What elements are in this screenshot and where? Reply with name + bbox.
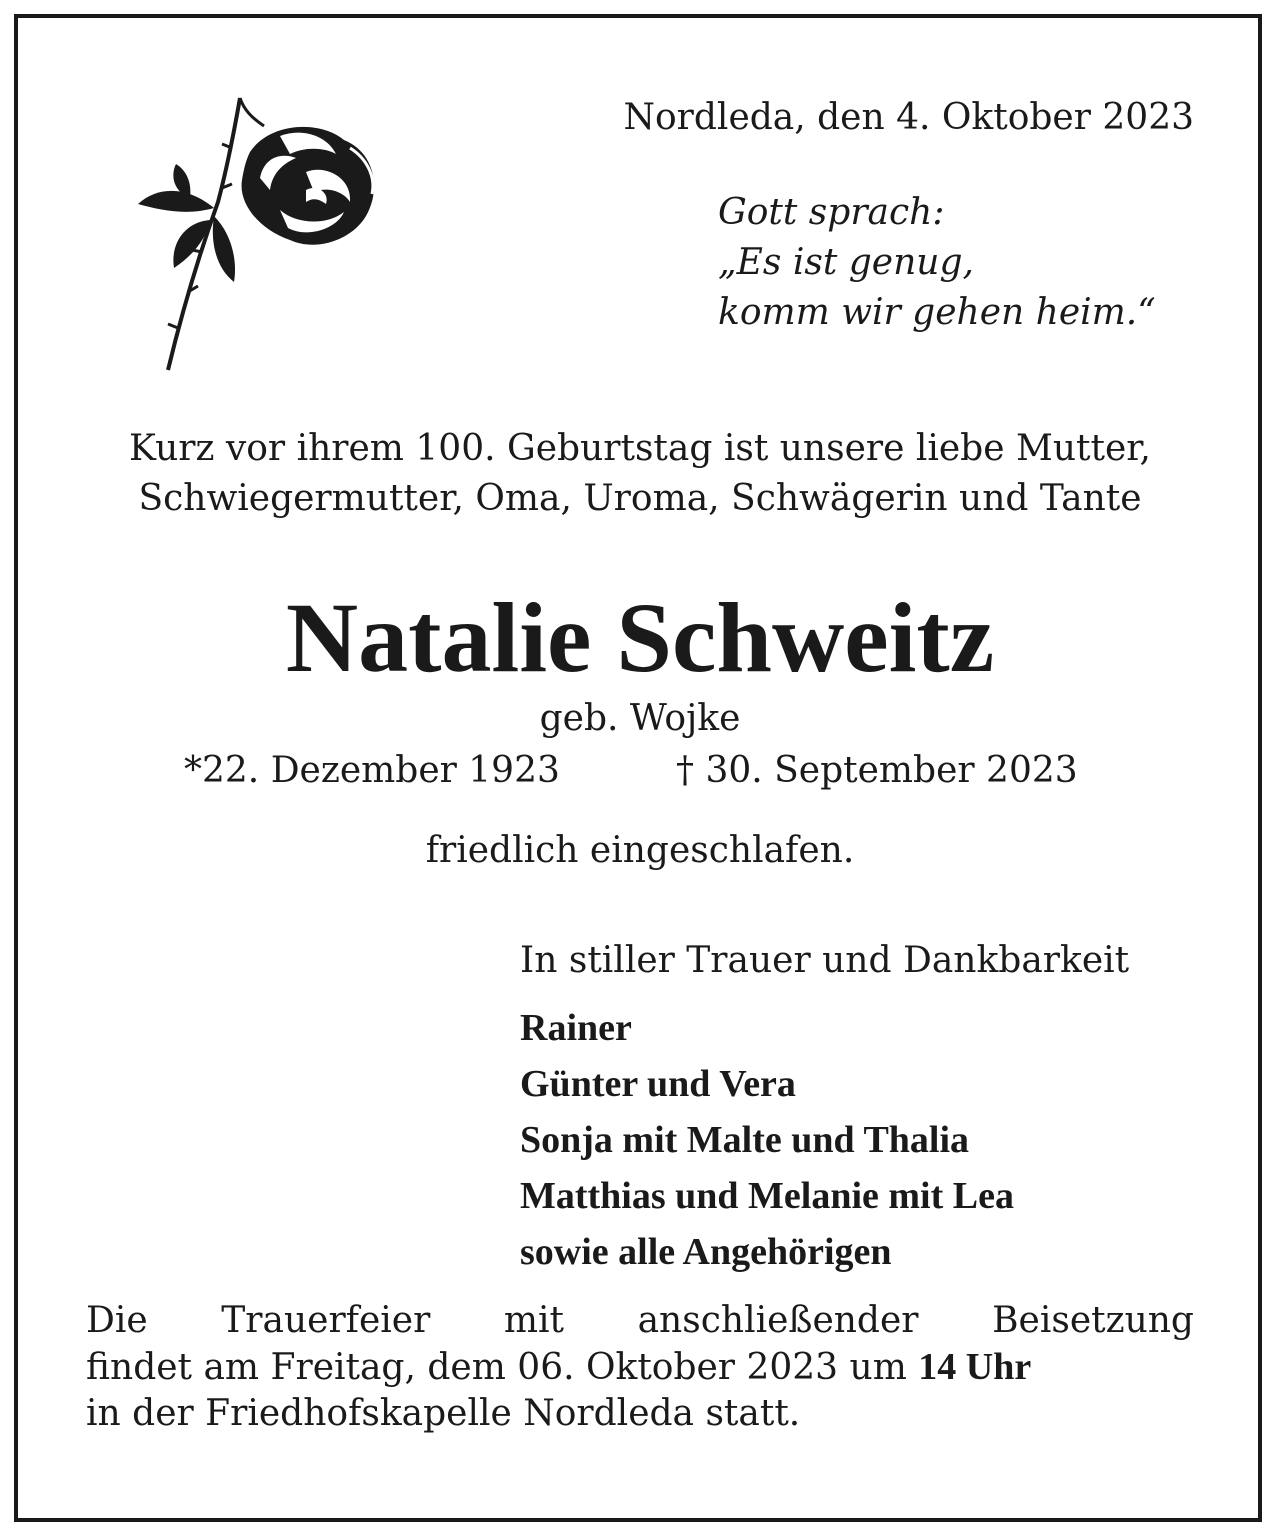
mourner-name: Rainer — [520, 1007, 632, 1049]
mourning-intro: In stiller Trauer und Dankbarkeit — [520, 940, 1130, 981]
mourner-name: Matthias und Melanie mit Lea — [520, 1175, 1014, 1217]
funeral-date-text: findet am Freitag, dem 06. Oktober 2023 um — [86, 1347, 919, 1388]
deceased-name: Natalie Schweitz — [285, 582, 995, 693]
intro-line: Kurz vor ihrem 100. Geburtstag ist unsere liebe Mutter, — [129, 428, 1151, 469]
funeral-time: 14 Uhr — [918, 1346, 1032, 1388]
birth-date: *22. Dezember 1923 — [184, 750, 560, 791]
maiden-name: geb. Wojke — [539, 698, 741, 739]
funeral-word: Die — [86, 1300, 148, 1341]
dateline: Nordleda, den 4. Oktober 2023 — [623, 97, 1194, 138]
passing-phrase: friedlich eingeschlafen. — [425, 830, 855, 871]
funeral-word: Trauerfeier — [221, 1300, 431, 1341]
mourner-name: Günter und Vera — [520, 1063, 796, 1105]
intro-line: Schwiegermutter, Oma, Uroma, Schwägerin und Tante — [138, 478, 1142, 519]
funeral-line-1 — [86, 1298, 1194, 1344]
funeral-notice — [86, 1298, 1194, 1437]
mourner-name: sowie alle Angehörigen — [520, 1231, 892, 1273]
quote-line: „Es ist genug, — [718, 242, 974, 283]
funeral-word: anschließender — [637, 1300, 919, 1341]
funeral-line-2 — [86, 1344, 1194, 1391]
quote-line: Gott sprach: — [718, 192, 945, 233]
death-date: † 30. September 2023 — [676, 750, 1078, 791]
funeral-word: Beisetzung — [992, 1300, 1194, 1341]
funeral-line-3: in der Friedhofskapelle Nordleda statt. — [86, 1393, 801, 1434]
rose-icon — [130, 92, 390, 382]
mourners-list — [520, 1000, 1014, 1280]
mourner-name: Sonja mit Malte und Thalia — [520, 1119, 970, 1161]
quote-line: komm wir gehen heim.“ — [718, 292, 1156, 333]
intro-text — [86, 424, 1194, 524]
funeral-word: mit — [503, 1300, 565, 1341]
bible-quote — [718, 188, 1156, 338]
